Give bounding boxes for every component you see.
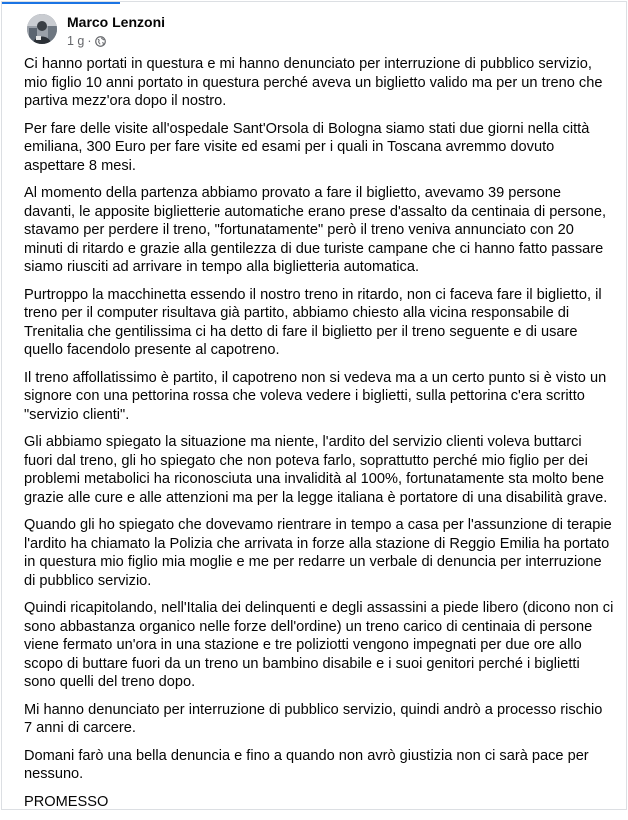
post-card xyxy=(1,1,627,810)
globe-icon[interactable] xyxy=(95,36,106,47)
post-paragraph: Mi hanno denunciato per interruzione di pubblico servizio, quindi andrò a processo rischio 7 anni di carcere. xyxy=(24,701,603,736)
post-paragraph: Ci hanno portati in questura e mi hanno denunciato per interruzione di pubblico servizio, mio figlio 10 anni portato in questura perché aveva un biglietto valido ma per un treno che partiva mezz'ora dopo il nostro. xyxy=(24,56,603,109)
post-paragraph: Al momento della partenza abbiamo provato a fare il biglietto, avevamo 39 persone davanti, le apposite biglietterie automatiche erano prese d'assalto da centinaia di persone, stavamo per perdere il treno, "fortunatamente" però il treno veniva annunciato con 20 minuti di ritardo e grazie alla gentilezza di due turiste campane che ci hanno fatto passare siamo riusciti ad arrivare in tempo alla biglietteria automatica. xyxy=(24,185,607,275)
meta-separator: · xyxy=(87,34,92,48)
post-paragraph: Per fare delle visite all'ospedale Sant'Orsola di Bologna siamo stati due giorni nella città emiliana, 300 Euro per fare visite ed esami per i quali in Toscana avremmo dovuto aspettare 8 mesi. xyxy=(24,120,590,174)
post-body xyxy=(24,55,614,820)
post-paragraph: PROMESSO xyxy=(24,793,109,810)
post-meta xyxy=(67,34,106,48)
post-paragraph: Gli abbiamo spiegato la situazione ma niente, l'ardito del servizio clienti voleva buttarci fuori dal treno, gli ho spiegato che non poteva farlo, soprattutto perché mio figlio per dei problemi metabolici ha riconosciuta una invalidità al 100%, fortunatamente sta molto bene grazie alle cure e alle attenzioni ma per la legge italiana è portatore di una disabilità grave. xyxy=(24,434,608,506)
post-paragraph: Quando gli ho spiegato che dovevamo rientrare in tempo a casa per l'assunzione di terapie l'ardito ha chiamato la Polizia che arrivata in forze alla stazione di Reggio Emilia ha portato in questura mio figlio mia moglie e me per redarre un verbale di denuncia per interruzione di pubblico servizio. xyxy=(24,517,612,589)
author-name[interactable]: Marco Lenzoni xyxy=(67,14,166,30)
post-paragraph: Quindi ricapitolando, nell'Italia dei delinquenti e degli assassini a piede libero (dicono non ci sono abbastanza organico nelle forze dell'ordine) un treno carico di centinaia di persone viene fermato un'ora in una stazione e tre poliziotti vengono impegnati per due ore allo scopo di buttare fuori da un treno un bambino disabile e i suoi genitori perché i biglietti sono quelli del treno dopo. xyxy=(24,600,614,690)
avatar[interactable] xyxy=(27,14,57,44)
post-paragraph: Purtroppo la macchinetta essendo il nostro treno in ritardo, non ci faceva fare il biglietto, il treno per il computer risultava già partito, abbiamo chiesto alla vicina responsabile di Trenitalia che gentilissima ci ha detto di fare il biglietto per il treno seguente e di usare quello facendolo presente al capotreno. xyxy=(24,286,602,358)
post-paragraph: Domani farò una bella denuncia e fino a quando non avrò giustizia non ci sarà pace per nessuno. xyxy=(24,747,589,782)
post-paragraph: Il treno affollatissimo è partito, il capotreno non si vedeva ma a un certo punto si è visto un signore con una pettorina rossa che voleva vedere i biglietti, sulla pettorina c'era scritto "servizio clienti". xyxy=(24,369,607,423)
top-accent-bar xyxy=(2,2,120,4)
post-timestamp[interactable]: 1 g xyxy=(67,34,85,48)
